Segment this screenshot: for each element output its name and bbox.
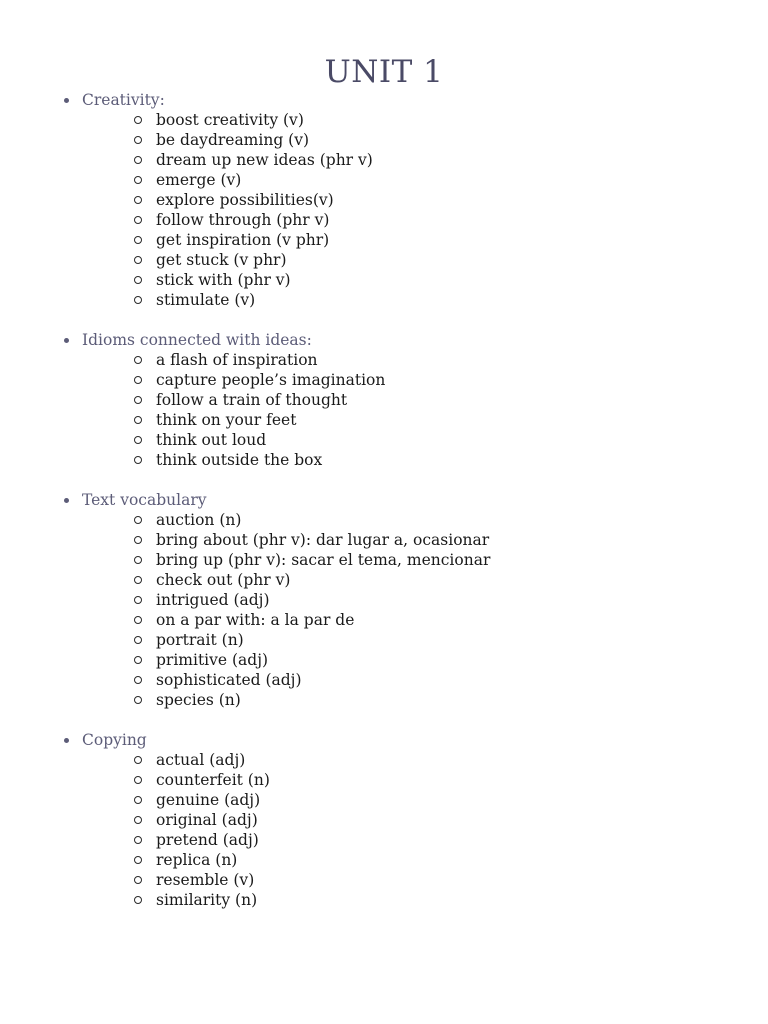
section-heading-text: Text vocabulary xyxy=(82,491,207,509)
circle-bullet-icon xyxy=(134,516,142,524)
list-item-text: genuine (adj) xyxy=(156,791,261,809)
list-item xyxy=(0,430,768,450)
section-idioms xyxy=(0,330,768,470)
list-item xyxy=(0,230,768,250)
circle-bullet-icon xyxy=(134,116,142,124)
circle-bullet-icon xyxy=(134,456,142,464)
section-heading xyxy=(0,490,768,510)
list-item-text: bring about (phr v): dar lugar a, ocasionar xyxy=(156,531,490,549)
list-item-text: stick with (phr v) xyxy=(156,271,291,289)
list-item xyxy=(0,870,768,890)
circle-bullet-icon xyxy=(134,536,142,544)
list-item-text: intrigued (adj) xyxy=(156,591,270,609)
circle-bullet-icon xyxy=(134,156,142,164)
list-item-text: similarity (n) xyxy=(156,891,258,909)
list-item-text: portrait (n) xyxy=(156,631,244,649)
bullet-dot xyxy=(64,738,69,743)
list-item xyxy=(0,590,768,610)
list-item-text: emerge (v) xyxy=(156,171,242,189)
circle-bullet-icon xyxy=(134,816,142,824)
circle-bullet-icon xyxy=(134,436,142,444)
list-item-text: stimulate (v) xyxy=(156,291,256,309)
circle-bullet-icon xyxy=(134,796,142,804)
list-item xyxy=(0,190,768,210)
circle-bullet-icon xyxy=(134,236,142,244)
bullet-dot xyxy=(64,338,69,343)
list-item-text: boost creativity (v) xyxy=(156,111,304,129)
circle-bullet-icon xyxy=(134,216,142,224)
section-copying xyxy=(0,730,768,910)
list-item-text: think on your feet xyxy=(156,411,297,429)
list-item xyxy=(0,150,768,170)
circle-bullet-icon xyxy=(134,876,142,884)
circle-bullet-icon xyxy=(134,576,142,584)
circle-bullet-icon xyxy=(134,356,142,364)
list-item xyxy=(0,650,768,670)
circle-bullet-icon xyxy=(134,836,142,844)
list-item-text: follow a train of thought xyxy=(156,391,348,409)
section-heading-text: Idioms connected with ideas: xyxy=(82,331,312,349)
list-item-text: counterfeit (n) xyxy=(156,771,270,789)
list-item-text: get stuck (v phr) xyxy=(156,251,287,269)
circle-bullet-icon xyxy=(134,256,142,264)
list-item-text: bring up (phr v): sacar el tema, mencionar xyxy=(156,551,491,569)
list-item xyxy=(0,510,768,530)
list-item xyxy=(0,110,768,130)
list-item xyxy=(0,270,768,290)
list-item xyxy=(0,450,768,470)
list-item xyxy=(0,770,768,790)
list-item xyxy=(0,210,768,230)
list-item xyxy=(0,130,768,150)
bullet-dot xyxy=(64,498,69,503)
list-item-text: think out loud xyxy=(156,431,267,449)
list-item-text: on a par with: a la par de xyxy=(156,611,355,629)
circle-bullet-icon xyxy=(134,396,142,404)
list-item-text: get inspiration (v phr) xyxy=(156,231,330,249)
section-heading xyxy=(0,90,768,110)
circle-bullet-icon xyxy=(134,696,142,704)
list-item xyxy=(0,390,768,410)
list-item xyxy=(0,250,768,270)
circle-bullet-icon xyxy=(134,136,142,144)
section-heading-text: Creativity: xyxy=(82,91,165,109)
circle-bullet-icon xyxy=(134,896,142,904)
list-item xyxy=(0,630,768,650)
list-item-text: be daydreaming (v) xyxy=(156,131,310,149)
list-item xyxy=(0,570,768,590)
circle-bullet-icon xyxy=(134,196,142,204)
circle-bullet-icon xyxy=(134,556,142,564)
circle-bullet-icon xyxy=(134,296,142,304)
list-item xyxy=(0,290,768,310)
list-item xyxy=(0,550,768,570)
list-item xyxy=(0,810,768,830)
section-heading-text: Copying xyxy=(82,731,147,749)
circle-bullet-icon xyxy=(134,616,142,624)
circle-bullet-icon xyxy=(134,596,142,604)
circle-bullet-icon xyxy=(134,856,142,864)
page-title: UNIT 1 xyxy=(324,54,444,90)
section-heading xyxy=(0,330,768,350)
bullet-dot xyxy=(64,98,69,103)
list-item xyxy=(0,530,768,550)
list-item-text: primitive (adj) xyxy=(156,651,269,669)
circle-bullet-icon xyxy=(134,756,142,764)
list-item xyxy=(0,670,768,690)
list-item xyxy=(0,370,768,390)
list-item-text: explore possibilities(v) xyxy=(156,191,334,209)
list-item xyxy=(0,850,768,870)
list-item xyxy=(0,350,768,370)
section-creativity xyxy=(0,90,768,310)
circle-bullet-icon xyxy=(134,176,142,184)
vocabulary-sections xyxy=(0,90,768,930)
list-item-text: auction (n) xyxy=(156,511,242,529)
section-heading xyxy=(0,730,768,750)
circle-bullet-icon xyxy=(134,416,142,424)
list-item-text: sophisticated (adj) xyxy=(156,671,302,689)
list-item-text: replica (n) xyxy=(156,851,238,869)
circle-bullet-icon xyxy=(134,656,142,664)
circle-bullet-icon xyxy=(134,276,142,284)
circle-bullet-icon xyxy=(134,376,142,384)
list-item-text: species (n) xyxy=(156,691,241,709)
list-item xyxy=(0,790,768,810)
section-text-vocabulary xyxy=(0,490,768,710)
list-item xyxy=(0,830,768,850)
list-item-text: a flash of inspiration xyxy=(156,351,318,369)
circle-bullet-icon xyxy=(134,636,142,644)
list-item xyxy=(0,750,768,770)
list-item-text: original (adj) xyxy=(156,811,258,829)
list-item xyxy=(0,610,768,630)
list-item-text: follow through (phr v) xyxy=(156,211,330,229)
list-item xyxy=(0,690,768,710)
list-item xyxy=(0,890,768,910)
list-item-text: check out (phr v) xyxy=(156,571,291,589)
list-item-text: actual (adj) xyxy=(156,751,246,769)
list-item-text: dream up new ideas (phr v) xyxy=(156,151,373,169)
list-item-text: think outside the box xyxy=(156,451,323,469)
list-item-text: resemble (v) xyxy=(156,871,255,889)
list-item-text: pretend (adj) xyxy=(156,831,259,849)
circle-bullet-icon xyxy=(134,776,142,784)
circle-bullet-icon xyxy=(134,676,142,684)
list-item-text: capture people’s imagination xyxy=(156,371,386,389)
list-item xyxy=(0,170,768,190)
list-item xyxy=(0,410,768,430)
